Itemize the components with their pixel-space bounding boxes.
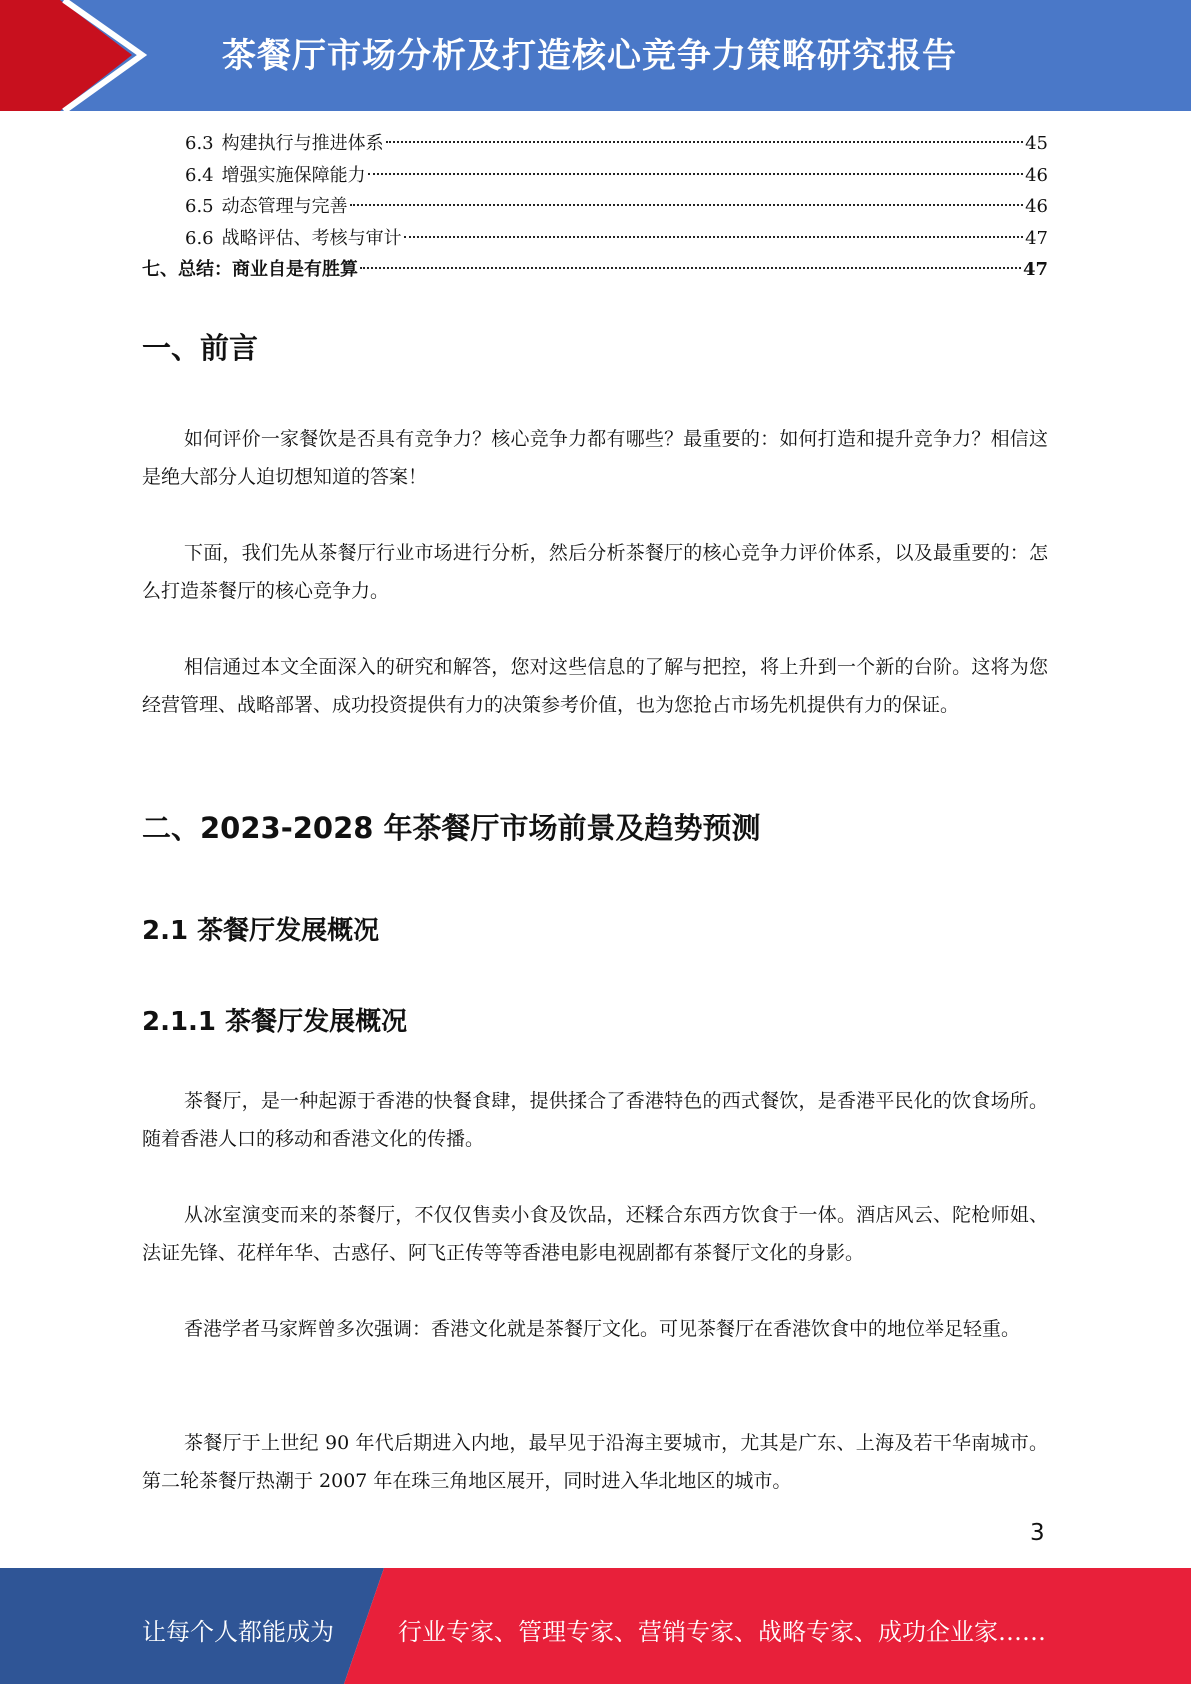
body-paragraph-4: 茶餐厅于上世纪 90 年代后期进入内地，最早见于沿海主要城市，尤其是广东、上海及若干华南城市。第二轮茶餐厅热潮于 2007 年在珠三角地区展开，同时进入华北地区的城市。 xyxy=(142,1432,1048,1492)
preface-paragraph-2: 下面，我们先从茶餐厅行业市场进行分析，然后分析茶餐厅的核心竞争力评价体系，以及最重要的：怎么打造茶餐厅的核心竞争力。 xyxy=(142,542,1048,602)
toc-entry-label: 构建执行与推进体系 xyxy=(221,133,384,154)
section-heading-preface: 一、前言 xyxy=(142,331,259,365)
toc-entry[interactable] xyxy=(142,223,1048,255)
toc-leader-dots xyxy=(404,236,1023,238)
body-paragraph-3: 香港学者马家辉曾多次强调：香港文化就是茶餐厅文化。可见茶餐厅在香港饮食中的地位举足轻重。 xyxy=(184,1318,1021,1340)
footer-slogan-left: 让每个人都能成为 xyxy=(142,1618,334,1646)
table-of-contents xyxy=(142,128,1048,286)
toc-leader-dots xyxy=(386,141,1023,143)
toc-entry-number: 6.3 xyxy=(185,133,214,154)
toc-entry-label: 七、总结：商业自是有胜算 xyxy=(142,259,358,280)
report-title: 茶餐厅市场分析及打造核心竞争力策略研究报告 xyxy=(222,36,957,76)
toc-entry-number: 6.6 xyxy=(185,227,214,249)
toc-entry-page: 46 xyxy=(1025,196,1048,217)
toc-entry-label: 动态管理与完善 xyxy=(221,196,348,217)
toc-leader-dots xyxy=(350,204,1023,206)
preface-paragraph-1: 如何评价一家餐饮是否具有竞争力？核心竞争力都有哪些？最重要的：如何打造和提升竞争力？相信这是绝大部分人迫切想知道的答案！ xyxy=(142,428,1048,488)
subsection-heading-2-1-1: 2.1.1 茶餐厅发展概况 xyxy=(142,1007,408,1037)
toc-entry-page: 46 xyxy=(1025,164,1048,186)
body-paragraph-1: 茶餐厅，是一种起源于香港的快餐食肆，提供揉合了香港特色的西式餐饮，是香港平民化的饮食场所。随着香港人口的移动和香港文化的传播。 xyxy=(142,1090,1048,1150)
toc-entry[interactable] xyxy=(142,191,1048,223)
toc-entry[interactable] xyxy=(142,128,1048,160)
footer-slogan-right: 行业专家、管理专家、营销专家、战略专家、成功企业家…… xyxy=(398,1618,1046,1646)
toc-entry-number: 6.4 xyxy=(185,164,214,186)
toc-entry[interactable] xyxy=(142,160,1048,192)
section-heading-market-outlook: 二、2023-2028 年茶餐厅市场前景及趋势预测 xyxy=(142,811,761,845)
toc-entry-number: 6.5 xyxy=(185,196,214,217)
page-number: 3 xyxy=(1030,1520,1045,1546)
toc-entry-chapter[interactable] xyxy=(142,254,1048,286)
toc-entry-page: 47 xyxy=(1025,227,1048,249)
toc-entry-page: 45 xyxy=(1025,133,1048,154)
body-paragraph-2: 从冰室演变而来的茶餐厅，不仅仅售卖小食及饮品，还糅合东西方饮食于一体。酒店风云、陀枪师姐、法证先锋、花样年华、古惑仔、阿飞正传等等香港电影电视剧都有茶餐厅文化的身影。 xyxy=(142,1204,1048,1264)
page-header xyxy=(0,0,1191,111)
page-footer xyxy=(0,1568,1191,1684)
toc-entry-label: 增强实施保障能力 xyxy=(221,164,366,186)
subsection-heading-2-1: 2.1 茶餐厅发展概况 xyxy=(142,916,380,946)
toc-leader-dots xyxy=(360,267,1021,269)
preface-paragraph-3: 相信通过本文全面深入的研究和解答，您对这些信息的了解与把控，将上升到一个新的台阶。这将为您经营管理、战略部署、成功投资提供有力的决策参考价值，也为您抢占市场先机提供有力的保证。 xyxy=(142,656,1048,716)
toc-entry-page: 47 xyxy=(1022,259,1048,280)
toc-entry-label: 战略评估、考核与审计 xyxy=(221,227,402,249)
toc-leader-dots xyxy=(368,173,1023,175)
